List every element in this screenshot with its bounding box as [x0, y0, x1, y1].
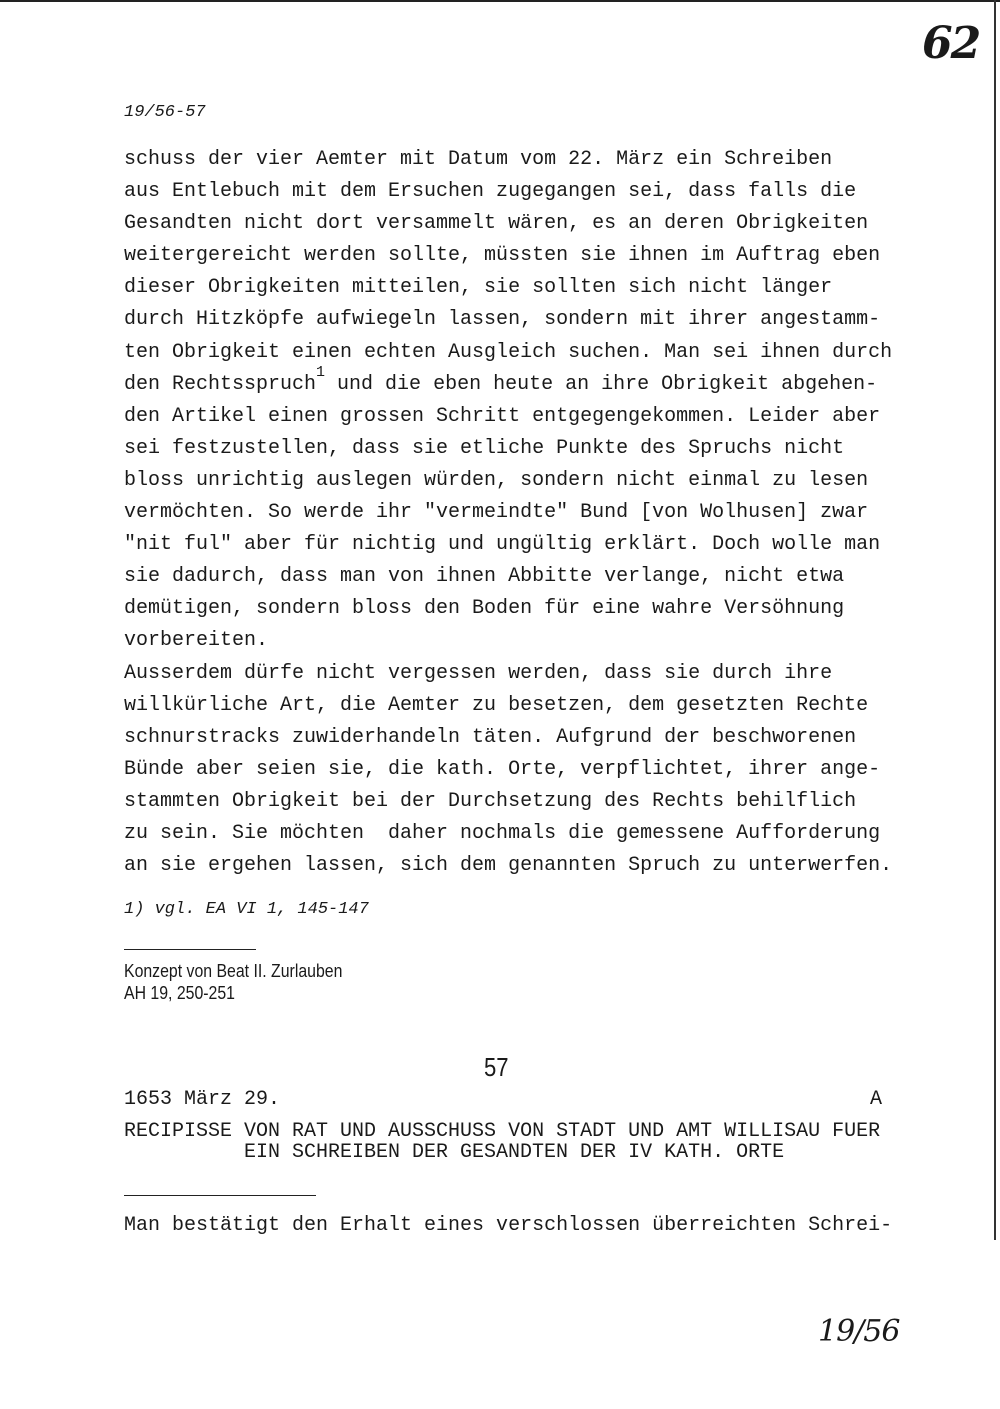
body-line: dieser Obrigkeiten mitteilen, sie sollten sich nicht länger — [124, 276, 833, 300]
document-intro: Man bestätigt den Erhalt eines verschlossen überreichten Schrei- — [124, 1214, 893, 1237]
document-title-line1: RECIPISSE VON RAT UND AUSSCHUSS VON STADT UND AMT WILLISAU FUER — [124, 1120, 881, 1143]
body-line: ten Obrigkeit einen echten Ausgleich suchen. Man sei ihnen durch — [124, 340, 893, 364]
body-line: bloss unrichtig auslegen würden, sondern nicht einmal zu lesen — [124, 468, 869, 492]
document-title-line2: EIN SCHREIBEN DER GESANDTEN DER IV KATH. ORTE — [244, 1141, 785, 1164]
footnote-marker: 1 — [316, 363, 326, 381]
body-line: Gesandten nicht dort versammelt wären, es an deren Obrigkeiten — [124, 212, 869, 236]
body-line: Ausserdem dürfe nicht vergessen werden, dass sie durch ihre — [124, 661, 833, 685]
body-line: den Artikel einen grossen Schritt entgegengekommen. Leider aber — [124, 404, 881, 428]
source-concept: Konzept von Beat II. Zurlauben — [124, 961, 343, 981]
body-text — [124, 144, 892, 882]
handwritten-page-number: 62 — [922, 18, 980, 69]
scan-border-right — [994, 0, 996, 1240]
body-line: weitergereicht werden sollte, müssten sie ihnen im Auftrag eben — [124, 244, 881, 268]
body-line: Bünde aber seien sie, die kath. Orte, verpflichtet, ihrer ange- — [124, 757, 881, 781]
body-line: vermöchten. So werde ihr "vermeindte" Bund [von Wolhusen] zwar — [124, 501, 869, 525]
body-line-part: den Rechtsspruch — [124, 372, 317, 396]
body-line: willkürliche Art, die Aemter zu besetzen, dem gesetzten Rechte — [124, 693, 869, 717]
document-date: 1653 März 29. — [124, 1088, 281, 1111]
divider-rule — [124, 1195, 316, 1196]
divider-rule — [124, 949, 256, 950]
source-archive: AH 19, 250-251 — [124, 983, 235, 1003]
document-letter: A — [870, 1088, 883, 1111]
body-line: schuss der vier Aemter mit Datum vom 22. März ein Schreiben — [124, 148, 833, 171]
body-line: vorbereiten. — [124, 629, 269, 653]
body-line: durch Hitzköpfe aufwiegeln lassen, sondern mit ihrer angestamm- — [124, 308, 881, 332]
document-reference: 19/56-57 — [124, 103, 206, 122]
body-line: sei festzustellen, dass sie etliche Punkte des Spruchs nicht — [124, 436, 845, 460]
document-number: 57 — [484, 1052, 509, 1082]
body-line: schnurstracks zuwiderhandeln täten. Aufgrund der beschworenen — [124, 725, 857, 749]
body-line: an sie ergehen lassen, sich dem genannten Spruch zu unterwerfen. — [124, 854, 893, 878]
body-line: aus Entlebuch mit dem Ersuchen zugegangen sei, dass falls die — [124, 180, 857, 204]
body-line: stammten Obrigkeit bei der Durchsetzung des Rechts behilflich — [124, 789, 857, 813]
body-line-part: und die eben heute an ihre Obrigkeit abgehen- — [325, 372, 878, 396]
body-line: demütigen, sondern bloss den Boden für eine wahre Versöhnung — [124, 597, 845, 621]
footnote: 1) vgl. EA VI 1, 145-147 — [124, 900, 369, 919]
body-line: zu sein. Sie möchten daher nochmals die gemessene Aufforderung — [124, 821, 881, 845]
body-line: sie dadurch, dass man von ihnen Abbitte verlange, nicht etwa — [124, 565, 845, 589]
handwritten-bottom-note: 19/56 — [818, 1314, 900, 1349]
body-line — [124, 363, 892, 401]
body-line: "nit ful" aber für nichtig und ungültig erklärt. Doch wolle man — [124, 533, 881, 557]
scan-border-top — [0, 0, 1000, 2]
